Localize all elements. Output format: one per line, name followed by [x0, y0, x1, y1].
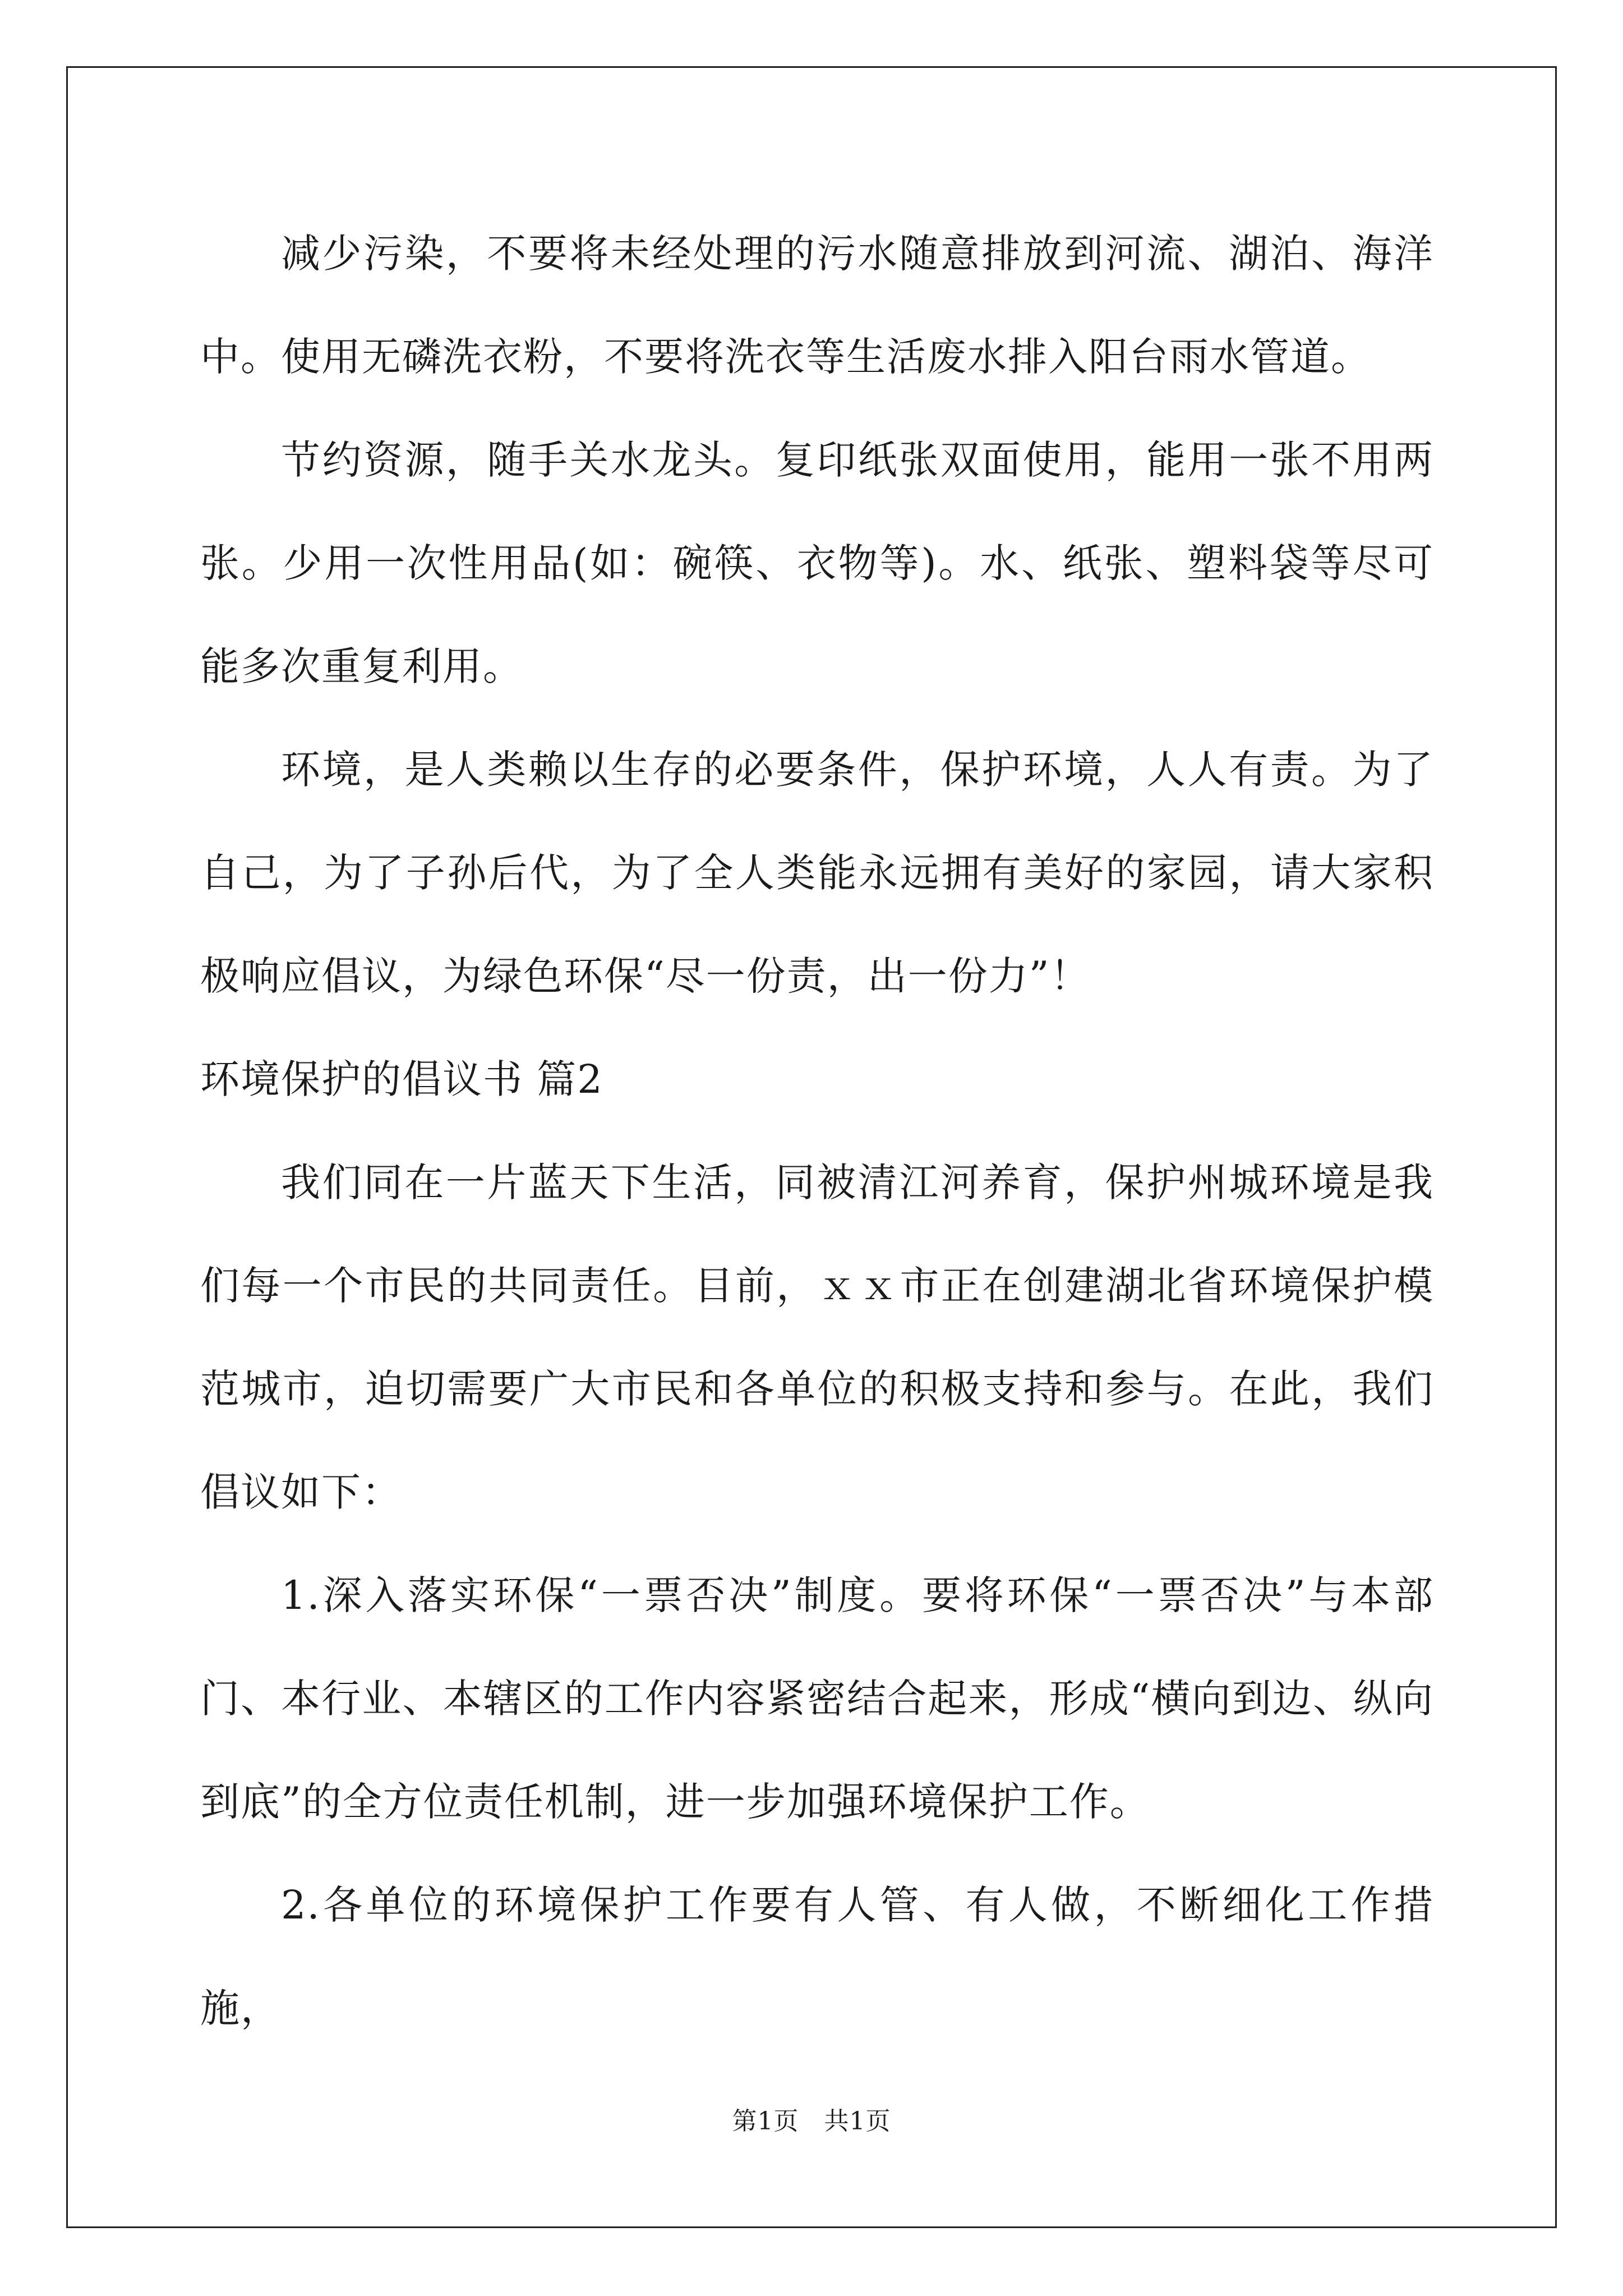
- paragraph-item-1: 1.深入落实环保“一票否决”制度。要将环保“一票否决”与本部门、本行业、本辖区的工作内容紧密结合起来，形成“横向到边、纵向到底”的全方位责任机制，进一步加强环境保护工作。: [200, 1572, 1434, 1825]
- section-heading: 环境保护的倡议书 篇2: [200, 1056, 603, 1102]
- paragraph-reduce-pollution: 减少污染，不要将未经处理的污水随意排放到河流、湖泊、海洋中。使用无磷洗衣粉，不要将洗衣等生活废水排入阳台雨水管道。: [200, 231, 1434, 380]
- paragraph-save-resources: 节约资源，随手关水龙头。复印纸张双面使用，能用一张不用两张。少用一次性用品(如：碗筷、衣物等)。水、纸张、塑料袋等尽可能多次重复利用。: [200, 437, 1434, 689]
- page-number-footer: 第1页 共1页: [732, 2107, 891, 2136]
- paragraph-environment-responsibility: 环境，是人类赖以生存的必要条件，保护环境，人人有责。为了自己，为了子孙后代，为了全人类能永远拥有美好的家园，请大家积极响应倡议，为绿色环保“尽一份责，出一份力”！: [200, 747, 1434, 999]
- paragraph-intro-proposal: 我们同在一片蓝天下生活，同被清江河养育，保护州城环境是我们每一个市民的共同责任。目前，ｘｘ市正在创建湖北省环境保护模范城市，迫切需要广大市民和各单位的积极支持和参与。在此，我们倡议如下：: [200, 1159, 1434, 1515]
- paragraph-item-2: 2.各单位的环境保护工作要有人管、有人做，不断细化工作措施，: [200, 1882, 1434, 2031]
- document-body: [200, 202, 1434, 2060]
